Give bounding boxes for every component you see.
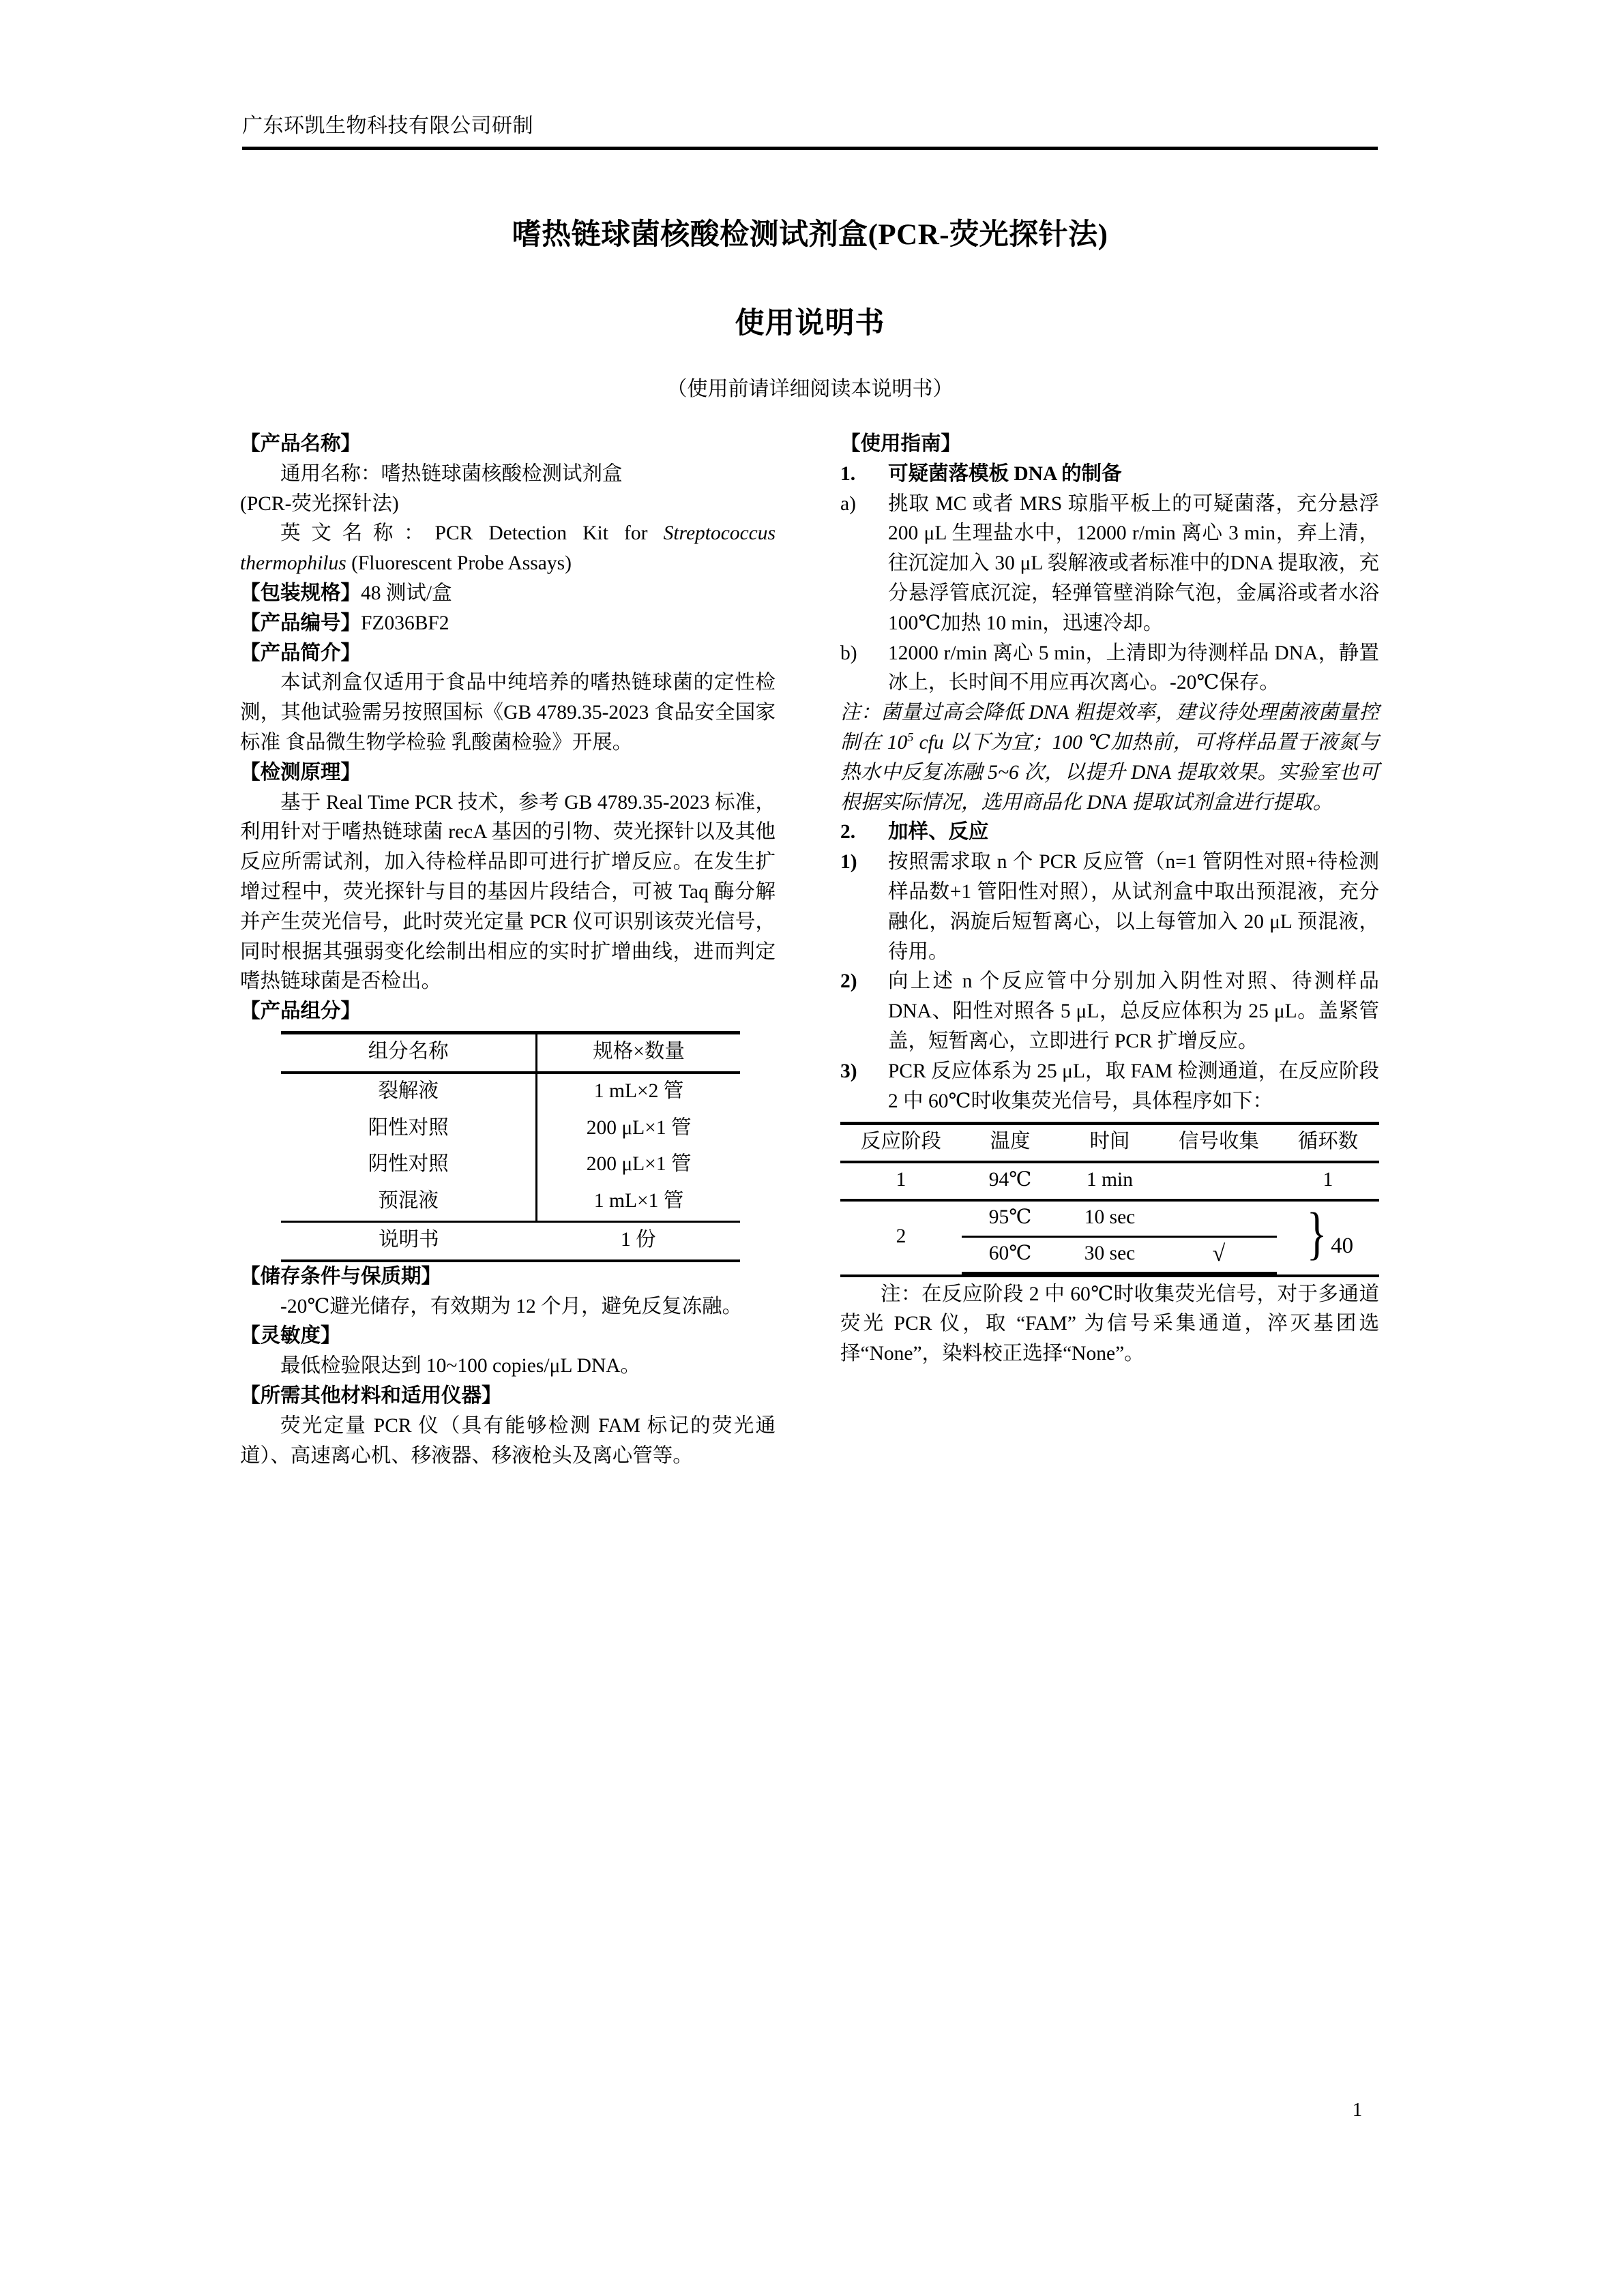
table-row <box>840 1200 1379 1276</box>
principle-text: 基于 Real Time PCR 技术，参考 GB 4789.35-2023 标准，利用针对于嗜热链球菌 recA 基因的引物、荧光探针以及其他反应所需试剂，加入待检样品即可进行扩增反应。在发生扩增过程中，荧光探针与目的基因片段结合，可被 Taq 酶分解并产生荧光信号，此时荧光定量 PCR 仪可识别该荧光信号，同时根据其强弱变化绘制出相应的实时扩增曲线，进而判定嗜热链球菌是否检出。 <box>240 791 776 993</box>
section-heading-package-spec: 【包装规格】 <box>240 582 361 604</box>
section-heading-product-code: 【产品编号】 <box>240 612 361 634</box>
step-2-marker: 2. <box>840 821 856 844</box>
component-name: 预混液 <box>281 1184 537 1221</box>
running-header <box>242 115 1378 137</box>
component-name: 裂解液 <box>281 1073 537 1111</box>
components-col-header-spec: 规格×数量 <box>537 1032 740 1072</box>
step-1-note <box>840 698 1379 818</box>
section-heading-product-name: 【产品名称】 <box>240 433 361 455</box>
step-1-title: 可疑菌落模板 DNA 的制备 <box>888 462 1122 485</box>
component-spec: 1 mL×2 管 <box>593 1079 684 1102</box>
sub-item-text-2: 向上述 n 个反应管中分别加入阴性对照、待测样品 DNA、阳性对照各 5 μL，总反应体积为 25 μL。盖紧管盖，短暂离心，立即进行 PCR 扩增反应。 <box>888 970 1379 1052</box>
sub-item-text-1: 按照需求取 n 个 PCR 反应管（n=1 管阴性对照+待检测样品数+1 管阳性对照），从试剂盒中取出预混液，充分融化，涡旋后短暂离心，以上每管加入 20 μL 预混液，待用。 <box>888 851 1379 963</box>
table-row <box>281 1147 740 1184</box>
sub-item-text-b: 12000 r/min 离心 5 min，上清即为待测样品 DNA，静置冰上，长时间不用应再次离心。-20℃保存。 <box>888 642 1379 694</box>
product-english-name <box>240 519 776 579</box>
component-spec: 1 mL×1 管 <box>593 1190 684 1212</box>
table-row <box>962 1202 1277 1236</box>
pcr-stage-1-time: 1 min <box>1059 1162 1161 1200</box>
page-number: 1 <box>1352 2099 1363 2121</box>
pcr-table-header-row <box>840 1124 1379 1162</box>
section-heading-principle: 【检测原理】 <box>240 761 361 784</box>
list-item <box>840 848 1379 967</box>
pcr-stage-2-number: 2 <box>840 1200 962 1276</box>
generic-name-line1: 通用名称：嗜热链球菌核酸检测试剂盒 <box>280 462 623 485</box>
pcr-col-header-stage: 反应阶段 <box>840 1124 962 1162</box>
sub-item-marker-2: 2) <box>840 970 857 993</box>
pcr-stage-1-signal <box>1161 1162 1277 1200</box>
product-intro-text: 本试剂盒仅适用于食品中纯培养的嗜热链球菌的定性检测，其他试验需另按照国标《GB 4789.35-2023 食品安全国家标准 食品微生物学检验 乳酸菌检验》开展。 <box>240 672 776 754</box>
pcr-table-note: 注：在反应阶段 2 中 60℃时收集荧光信号，对于多通道荧光 PCR 仪，取 “FAM” 为信号采集通道，淬灭基团选择“None”，染料校正选择“None”。 <box>840 1283 1379 1365</box>
section-heading-other-materials: 【所需其他材料和适用仪器】 <box>240 1384 502 1407</box>
section-package-spec <box>240 579 776 609</box>
left-column <box>240 430 776 1471</box>
sensitivity-text: 最低检验限达到 10~100 copies/μL DNA。 <box>280 1355 641 1377</box>
storage-text: -20℃避光储存，有效期为 12 个月，避免反复冻融。 <box>280 1295 743 1317</box>
section-heading-product-intro: 【产品简介】 <box>240 642 361 664</box>
pcr-stage-2a-time: 10 sec <box>1059 1202 1161 1236</box>
step-1-note-part2: cfu 以下为宜；100 ℃加热前，可将样品置于液氮与热水中反复冻融 5~6 次，以提升 DNA 提取效果。实验室也可根据实际情况，选用商品化 DNA 提取试剂盒进行提取。 <box>840 731 1379 814</box>
list-item <box>840 1057 1379 1117</box>
step-1-note-exponent: 5 <box>907 730 914 745</box>
pcr-col-header-signal: 信号收集 <box>1161 1124 1277 1162</box>
component-name: 阴性对照 <box>281 1147 537 1184</box>
pcr-col-header-cycles: 循环数 <box>1277 1124 1379 1162</box>
sub-item-marker-b: b) <box>840 642 857 664</box>
pcr-stage-1-temp: 94℃ <box>962 1162 1059 1200</box>
english-name-part1: PCR Detection Kit for <box>434 522 664 545</box>
sub-item-marker-1: 1) <box>840 851 857 874</box>
component-spec: 200 μL×1 管 <box>586 1116 692 1139</box>
english-name-species: Streptococcus thermophilus <box>240 522 776 575</box>
component-name: 说明书 <box>281 1221 537 1260</box>
pcr-stage-1-cycles: 1 <box>1277 1162 1379 1200</box>
table-row <box>840 1162 1379 1200</box>
usage-step-1 <box>840 460 1379 490</box>
pcr-stage-1-number: 1 <box>840 1162 962 1200</box>
product-generic-name <box>240 460 776 490</box>
usage-step-2 <box>840 818 1379 848</box>
document-title: 嗜热链球菌核酸检测试剂盒(PCR-荧光探针法) <box>512 219 1108 251</box>
right-column <box>840 430 1379 1369</box>
sub-item-marker-3: 3) <box>840 1060 857 1082</box>
step-1-marker: 1. <box>840 462 856 485</box>
table-row <box>281 1184 740 1221</box>
pcr-stage-2-subrows <box>962 1200 1277 1276</box>
pcr-program-table <box>840 1122 1379 1277</box>
pcr-stage-2a-temp: 95℃ <box>962 1202 1059 1236</box>
pcr-stage-2-sub-table <box>962 1202 1277 1274</box>
pcr-stage-2b-temp: 60℃ <box>962 1236 1059 1272</box>
step-1-note-part1: 注：菌量过高会降低 DNA 粗提效率，建议待处理菌液菌量控制在 10 <box>840 702 1379 754</box>
running-header-text: 广东环凯生物科技有限公司研制 <box>242 115 533 137</box>
sub-item-text-a: 挑取 MC 或者 MRS 琼脂平板上的可疑菌落，充分悬浮 200 μL 生理盐水中，12000 r/min 离心 3 min，弃上清，往沉淀加入 30 μL 裂解液或者标准中的DNA 提取液，充分悬浮管底沉淀，轻弹管壁消除气泡，金属浴或者水浴 100℃加热 10 min，迅速冷却。 <box>888 492 1379 634</box>
english-name-part2: (Fluorescent Probe Assays) <box>346 552 572 575</box>
header-rule <box>242 147 1378 150</box>
pcr-col-header-time: 时间 <box>1059 1124 1161 1162</box>
pcr-stage-2b-time: 30 sec <box>1059 1236 1161 1272</box>
document-read-note: （使用前请详细阅读本说明书） <box>666 378 954 400</box>
component-spec: 1 份 <box>537 1221 740 1260</box>
section-product-code <box>240 609 776 639</box>
product-code-value: FZ036BF2 <box>361 612 449 634</box>
brace-icon: } <box>1306 1199 1327 1266</box>
list-item <box>840 639 1379 699</box>
english-name-label: 英文名称： <box>280 522 435 545</box>
pcr-stage-2-cycles-cell <box>1277 1200 1379 1276</box>
section-heading-storage: 【储存条件与保质期】 <box>240 1265 442 1287</box>
component-spec: 200 μL×1 管 <box>586 1153 692 1176</box>
product-generic-name-cont: (PCR-荧光探针法) <box>240 492 399 515</box>
list-item <box>840 967 1379 1056</box>
table-row <box>281 1073 740 1111</box>
list-item <box>840 490 1379 639</box>
components-col-header-name: 组分名称 <box>281 1032 537 1072</box>
table-row <box>281 1111 740 1148</box>
pcr-stage-2b-signal-checkmark: √ <box>1161 1236 1277 1272</box>
pcr-stage-2-cycles: 40 <box>1331 1233 1354 1258</box>
step-2-title: 加样、反应 <box>888 821 989 844</box>
package-spec-value: 48 测试/盒 <box>361 582 452 604</box>
section-heading-components: 【产品组分】 <box>240 1000 361 1023</box>
section-heading-usage-guide: 【使用指南】 <box>840 433 962 455</box>
section-heading-sensitivity: 【灵敏度】 <box>240 1325 341 1347</box>
pcr-col-header-temp: 温度 <box>962 1124 1059 1162</box>
document-subtitle: 使用说明书 <box>735 308 885 340</box>
table-row <box>281 1221 740 1260</box>
table-row <box>962 1236 1277 1272</box>
component-name: 阳性对照 <box>281 1111 537 1148</box>
pcr-stage-2a-signal <box>1161 1202 1277 1236</box>
components-table-header-row <box>281 1032 740 1072</box>
sub-item-text-3: PCR 反应体系为 25 μL，取 FAM 检测通道，在反应阶段 2 中 60℃时收集荧光信号，具体程序如下： <box>888 1060 1379 1112</box>
components-table <box>281 1031 740 1262</box>
sub-item-marker-a: a) <box>840 492 856 515</box>
other-materials-text: 荧光定量 PCR 仪（具有能够检测 FAM 标记的荧光通道）、高速离心机、移液器、移液枪头及离心管等。 <box>240 1414 776 1467</box>
